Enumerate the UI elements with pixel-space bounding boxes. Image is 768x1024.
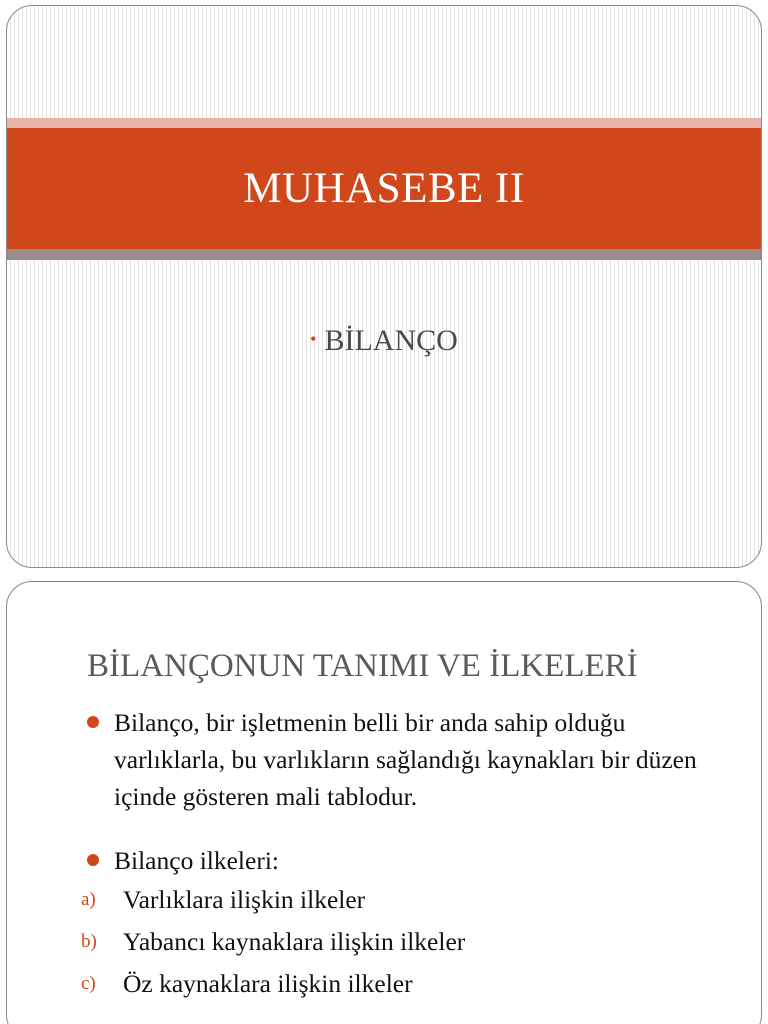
bullet-item — [87, 842, 737, 879]
title-band-bottom-stripe — [7, 249, 761, 260]
bullet-dot-icon — [87, 854, 99, 866]
subtitle-text: BİLANÇO — [324, 324, 458, 357]
content-slide — [6, 581, 762, 1024]
sub-list-item — [81, 879, 737, 921]
sub-item-text: Varlıklara ilişkin ilkeler — [123, 885, 366, 914]
title-band — [7, 128, 761, 249]
sub-item-marker: b) — [81, 931, 97, 952]
bullet-item — [87, 704, 737, 815]
bullet-list — [81, 704, 737, 1005]
sub-list-item — [81, 921, 737, 963]
sub-item-marker: a) — [81, 889, 96, 910]
bullet-dot-icon — [87, 716, 99, 728]
slide-title: MUHASEBE II — [243, 165, 525, 212]
title-band-top-stripe — [7, 118, 761, 128]
sub-item-marker: c) — [81, 973, 96, 994]
bullet-dot-icon: • — [310, 329, 317, 349]
bullet-text: Bilanço, bir işletmenin belli bir anda sahip olduğu varlıklarla, bu varlıkların sağlandığı kaynakları bir düzen içinde gösteren mali tablodur. — [114, 708, 697, 811]
sub-item-text: Öz kaynaklara ilişkin ilkeler — [123, 969, 413, 998]
subtitle-bullet — [7, 324, 761, 358]
bullet-text: Bilanço ilkeleri: — [114, 846, 279, 875]
title-slide — [6, 5, 762, 568]
spacer — [87, 815, 737, 842]
slide-heading: BİLANÇONUN TANIMI VE İLKELERİ — [87, 648, 638, 684]
sub-list-item — [81, 963, 737, 1005]
sub-item-text: Yabancı kaynaklara ilişkin ilkeler — [123, 927, 466, 956]
